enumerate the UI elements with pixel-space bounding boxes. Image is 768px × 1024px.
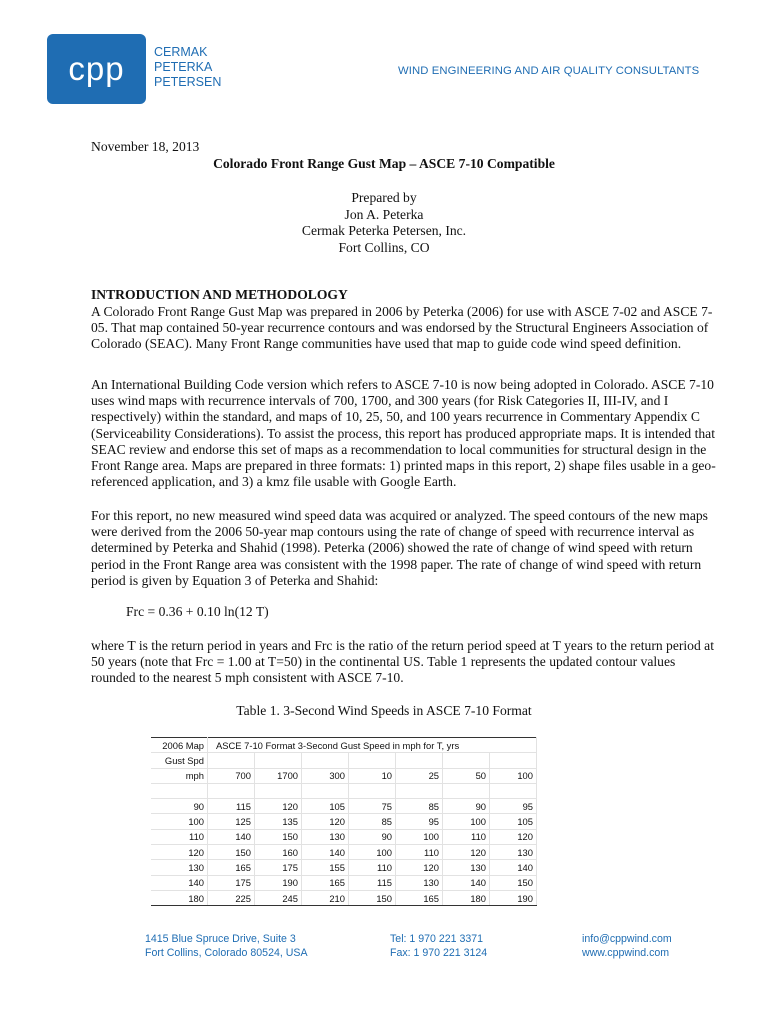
table-cell: 120: [396, 860, 443, 875]
table-header-cell: 50: [443, 768, 490, 783]
table-cell: 140: [208, 829, 255, 844]
table-cell: 115: [208, 799, 255, 814]
document-title: Colorado Front Range Gust Map – ASCE 7-10 Compatible: [213, 156, 555, 171]
section-heading: INTRODUCTION AND METHODOLOGY: [91, 287, 348, 302]
table-cell: 190: [255, 875, 302, 890]
table-header-cell: 100: [490, 768, 537, 783]
table-cell: 130: [151, 860, 208, 875]
table-cell: 130: [443, 860, 490, 875]
footer-line: Fort Collins, Colorado 80524, USA: [145, 947, 308, 959]
table-header-row: [151, 768, 537, 783]
company-logo: [47, 34, 146, 104]
table-cell: 180: [443, 890, 490, 905]
table-header-cell: 1700: [255, 768, 302, 783]
table-header-cell: 25: [396, 768, 443, 783]
company-tagline: WIND ENGINEERING AND AIR QUALITY CONSULTANTS: [398, 65, 700, 77]
table-row: [151, 890, 537, 905]
table-cell: 190: [490, 890, 537, 905]
company-name-line: CERMAK: [154, 45, 208, 59]
footer-address: [145, 932, 308, 960]
table-cell: 100: [151, 814, 208, 829]
table-cell: 140: [443, 875, 490, 890]
table-row: [151, 829, 537, 844]
table-cell: 110: [443, 829, 490, 844]
table-cell: 165: [396, 890, 443, 905]
table-cell: 85: [396, 799, 443, 814]
table-cell: 160: [255, 845, 302, 860]
table-cell: 245: [255, 890, 302, 905]
paragraph: For this report, no new measured wind speed data was acquired or analyzed. The speed contours of the new maps were derived from the 2006 50-year map contours using the rate of change of speed with recurrence interval as determined by Peterka and Shahid (1998). Peterka (2006) showed the rate of change of wind speed with return period in the Front Range area was consistent with the 1998 paper. The rate of change of wind speed with return period is given by Equation 3 of Peterka and Shahid:: [91, 508, 708, 588]
table-row: [151, 845, 537, 860]
table-cell: 210: [302, 890, 349, 905]
table-cell: 115: [349, 875, 396, 890]
table-cell: 150: [255, 829, 302, 844]
table-header-cell: ASCE 7-10 Format 3-Second Gust Speed in mph for T, yrs: [208, 738, 537, 753]
table-cell: 90: [349, 829, 396, 844]
table-cell: 110: [396, 845, 443, 860]
table-cell: 105: [302, 799, 349, 814]
table-cell: 105: [490, 814, 537, 829]
table-cell: 155: [302, 860, 349, 875]
table-cell: 110: [349, 860, 396, 875]
footer-line: Tel: 1 970 221 3371: [390, 933, 484, 945]
table-header-row: [151, 753, 537, 768]
table-cell: 180: [151, 890, 208, 905]
table-cell: 100: [396, 829, 443, 844]
table-cell: 120: [490, 829, 537, 844]
table-cell: 120: [302, 814, 349, 829]
paragraph: where T is the return period in years and Frc is the ratio of the return period speed at T years to the return period at 50 years (note that Frc = 1.00 at T=50) in the continental US. Table 1 represents the updated contour values rounded to the nearest 5 mph consistent with ASCE 7-10.: [91, 638, 714, 686]
company-name: [154, 45, 221, 90]
table-cell: 100: [349, 845, 396, 860]
company-name-line: PETERSEN: [154, 75, 222, 89]
table-cell: 150: [490, 875, 537, 890]
prepared-line: Cermak Peterka Petersen, Inc.: [301, 223, 467, 238]
table-cell: 150: [349, 890, 396, 905]
table-cell: 225: [208, 890, 255, 905]
table-cell: 140: [490, 860, 537, 875]
table-header-cell: 10: [349, 768, 396, 783]
prepared-line: Fort Collins, CO: [338, 239, 430, 255]
logo-text: cpp: [68, 50, 125, 87]
footer-line: Fax: 1 970 221 3124: [390, 947, 488, 959]
footer-phones: [390, 932, 487, 960]
footer-email-link[interactable]: info@cppwind.com: [582, 933, 672, 945]
table-cell: 120: [151, 845, 208, 860]
table-cell: 85: [349, 814, 396, 829]
table-header-cell: 700: [208, 768, 255, 783]
table-cell: 110: [151, 829, 208, 844]
table-cell: 90: [151, 799, 208, 814]
table-cell: 125: [208, 814, 255, 829]
table-cell: 100: [443, 814, 490, 829]
paragraph: A Colorado Front Range Gust Map was prepared in 2006 by Peterka (2006) for use with ASCE 7-02 and ASCE 7-05. That map contained 50-year recurrence contours and was endorsed by the Structural Engineers Association of Colorado (SEAC). Many Front Range communities have used that map to guide code wind speed definition.: [91, 304, 713, 352]
table-spacer-row: [151, 783, 537, 798]
table-cell: 120: [443, 845, 490, 860]
paragraph: An International Building Code version which refers to ASCE 7-10 is now being adopted in Colorado. ASCE 7-10 uses wind maps with recurrence intervals of 700, 1700, and 300 years (for Risk Categories II, III-IV, and I respectively) within the standard, and maps of 10, 25, 50, and 100 years recurrence in Commentary Appendix C (Serviceability Considerations). To assist the process, this report has produced appropriate maps. It is intended that SEAC review and endorse this set of maps as a recommendation to local communities for structural design in the Front Range area. Maps are prepared in three formats: 1) printed maps in this report, 2) shape files usable in a geo-referenced application, and 3) a kmz file usable with Google Earth.: [91, 377, 716, 490]
footer-web: [582, 932, 672, 960]
footer-website-link[interactable]: www.cppwind.com: [582, 947, 670, 959]
table-cell: 90: [443, 799, 490, 814]
table-cell: 130: [396, 875, 443, 890]
table-row: [151, 814, 537, 829]
document-date: November 18, 2013: [91, 139, 200, 154]
table-cell: 165: [208, 860, 255, 875]
table-cell: 95: [396, 814, 443, 829]
prepared-by-block: [0, 190, 768, 256]
table-cell: 135: [255, 814, 302, 829]
table-cell: 120: [255, 799, 302, 814]
table-header-row: [151, 738, 537, 753]
table-cell: 175: [208, 875, 255, 890]
prepared-line: Prepared by: [351, 190, 417, 205]
table-header-cell: 2006 Map: [151, 738, 208, 753]
table-caption: Table 1. 3-Second Wind Speeds in ASCE 7-10 Format: [236, 703, 532, 718]
company-name-line: PETERKA: [154, 60, 213, 74]
table-cell: 165: [302, 875, 349, 890]
wind-speed-table: [151, 737, 537, 906]
table-cell: 140: [302, 845, 349, 860]
table-cell: 95: [490, 799, 537, 814]
table-row: [151, 799, 537, 814]
footer-line: 1415 Blue Spruce Drive, Suite 3: [145, 933, 296, 945]
table-cell: 150: [208, 845, 255, 860]
table-header-cell: Gust Spd: [151, 753, 208, 768]
prepared-line: Jon A. Peterka: [344, 206, 424, 222]
table-cell: 130: [490, 845, 537, 860]
table-header-cell: mph: [151, 768, 208, 783]
table-row: [151, 875, 537, 890]
equation: Frc = 0.36 + 0.10 ln(12 T): [126, 604, 269, 619]
table-row: [151, 860, 537, 875]
table-cell: 130: [302, 829, 349, 844]
table-cell: 140: [151, 875, 208, 890]
table-header-cell: 300: [302, 768, 349, 783]
table-cell: 75: [349, 799, 396, 814]
table-cell: 175: [255, 860, 302, 875]
